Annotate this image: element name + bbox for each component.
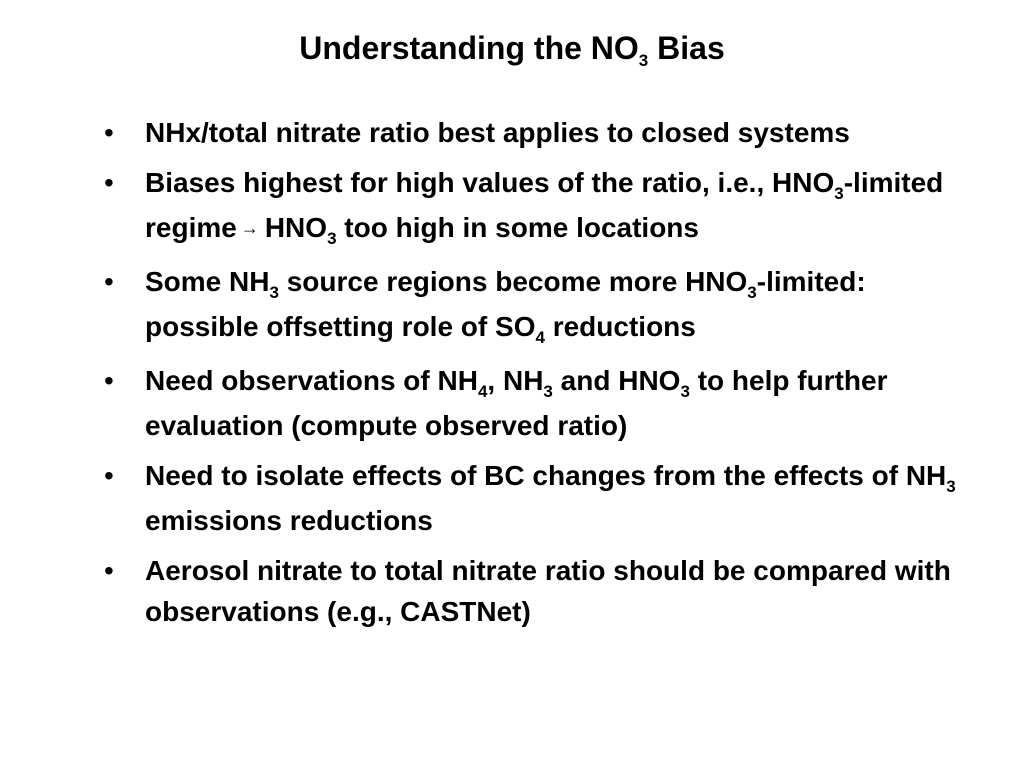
bullet-text: to help further evaluation (compute observed ratio) xyxy=(145,365,888,441)
subscript: 3 xyxy=(747,283,757,302)
bullet-text: and HNO xyxy=(552,365,681,396)
bullet-text: Need observations of NH xyxy=(145,365,478,396)
bullet-icon: • xyxy=(104,365,114,396)
bullet-text: -limited regime xyxy=(145,167,944,243)
subscript: 3 xyxy=(543,382,553,401)
bullet-item xyxy=(100,550,980,632)
bullet-item xyxy=(100,261,980,351)
bullet-item xyxy=(100,162,980,252)
bullet-text: Some NH xyxy=(145,266,270,297)
bullet-icon: • xyxy=(104,117,114,148)
subscript: 3 xyxy=(269,283,279,302)
title-subscript: 3 xyxy=(638,51,649,70)
subscript: 3 xyxy=(680,382,690,401)
bullet-list xyxy=(100,112,980,641)
bullet-text: -limited: possible offsetting role of SO xyxy=(145,266,866,342)
bullet-text: emissions reductions xyxy=(145,505,433,536)
bullet-text: Need to isolate effects of BC changes from the effects of NH xyxy=(145,460,947,491)
bullet-text: reductions xyxy=(544,311,696,342)
slide-title xyxy=(0,28,1024,74)
bullet-icon: • xyxy=(104,555,114,586)
bullet-text: source regions become more HNO xyxy=(278,266,748,297)
title-text: Understanding the NO xyxy=(299,30,639,66)
bullet-text: Biases highest for high values of the ratio, i.e., HNO xyxy=(145,167,835,198)
bullet-icon: • xyxy=(104,167,114,198)
bullet-text: Aerosol nitrate to total nitrate ratio should be compared with observations (e.g., CASTNet) xyxy=(145,555,951,627)
bullet-item xyxy=(100,455,980,541)
subscript: 3 xyxy=(327,229,337,248)
bullet-text: NHx/total nitrate ratio best applies to closed systems xyxy=(145,117,850,148)
subscript: 4 xyxy=(477,382,488,401)
bullet-icon: • xyxy=(104,460,114,491)
arrow-right-icon: → xyxy=(240,218,259,238)
bullet-item xyxy=(100,360,980,446)
title-text-end: Bias xyxy=(648,30,725,66)
bullet-item xyxy=(100,112,980,153)
bullet-text: too high in some locations xyxy=(336,212,699,243)
subscript: 4 xyxy=(535,328,545,347)
bullet-icon: • xyxy=(104,266,114,297)
bullet-text: HNO xyxy=(264,212,328,243)
bullet-text: , NH xyxy=(487,365,544,396)
subscript: 3 xyxy=(834,184,844,203)
subscript: 3 xyxy=(946,477,956,496)
